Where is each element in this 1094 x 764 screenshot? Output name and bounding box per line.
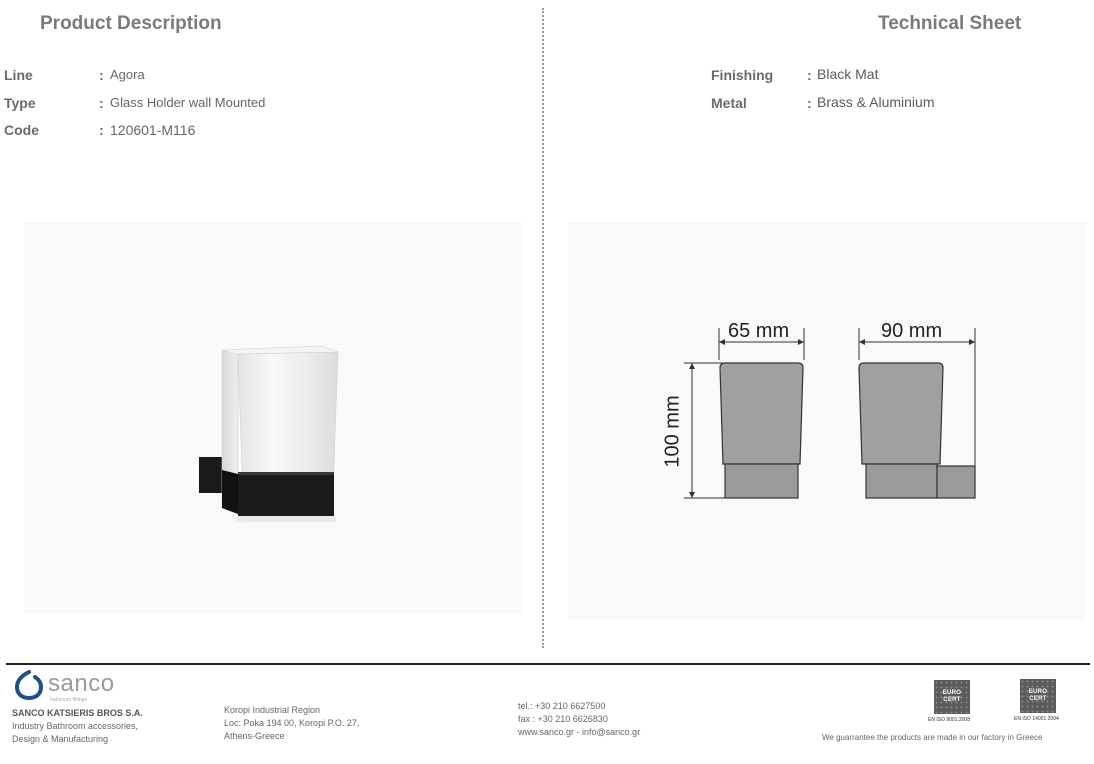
footer-rule xyxy=(6,663,1090,665)
code-label: Code xyxy=(4,122,39,138)
cert2-line2: CERT xyxy=(1029,696,1047,702)
metal-colon: : xyxy=(807,95,812,111)
dimension-width-side: 90 mm xyxy=(881,320,943,342)
metal-value: Brass & Aluminium xyxy=(817,94,935,110)
sanco-logo-icon xyxy=(12,668,46,702)
product-photo-panel xyxy=(24,222,522,614)
metal-label: Metal xyxy=(711,95,747,111)
front-view-glass xyxy=(720,363,803,464)
eurocert-iso14001-badge xyxy=(1020,679,1056,713)
cert1-line1: EURO xyxy=(942,690,962,696)
technical-drawing-panel xyxy=(568,222,1086,620)
side-view-glass xyxy=(859,363,943,464)
dimension-height: 100 mm xyxy=(661,395,684,468)
website-email: www.sanco.gr - info@sanco.gr xyxy=(518,727,641,737)
address-line-3: Athens-Greece xyxy=(224,731,285,741)
type-label: Type xyxy=(4,95,36,111)
finishing-label: Finishing xyxy=(711,67,774,83)
company-name: SANCO KATSIERIS BROS S.A. xyxy=(12,708,143,718)
cert1-caption: EN ISO 9001:2008 xyxy=(928,717,970,723)
address-line-1: Koropi Industrial Region xyxy=(224,705,321,715)
product-image xyxy=(24,222,522,614)
type-colon: : xyxy=(99,95,104,111)
technical-sheet-title: Technical Sheet xyxy=(878,13,1022,34)
guarantee-note: We guarrantee the products are made in our factory in Greece xyxy=(822,733,1043,742)
telephone: tel.: +30 210 6627500 xyxy=(518,701,606,711)
front-view-holder xyxy=(725,464,798,498)
sanco-logo-text: sanco xyxy=(48,670,115,697)
finishing-value: Black Mat xyxy=(817,66,879,82)
code-value: 120601-M116 xyxy=(110,122,196,138)
company-desc-1: Industry Bathroom accessories, xyxy=(12,721,139,731)
cert2-line1: EURO xyxy=(1028,689,1048,695)
cert1-line2: CERT xyxy=(943,697,961,703)
side-view-wall-plate xyxy=(937,466,975,498)
line-label: Line xyxy=(4,67,33,83)
finishing-colon: : xyxy=(807,67,812,83)
address-line-2: Loc: Poka 194 00, Koropi P.O. 27, xyxy=(224,718,360,728)
holder-bracket-side xyxy=(222,470,238,514)
technical-drawing xyxy=(568,222,1086,620)
fax: fax : +30 210 6626830 xyxy=(518,714,608,724)
side-view-holder xyxy=(866,464,937,498)
cert2-caption: EN ISO 14001:2004 xyxy=(1014,716,1059,722)
company-desc-2: Design & Manufacturing xyxy=(12,734,109,744)
column-divider xyxy=(542,8,544,648)
code-colon: : xyxy=(99,122,104,138)
type-value: Glass Holder wall Mounted xyxy=(110,95,266,110)
line-value: Agora xyxy=(110,67,145,82)
line-colon: : xyxy=(99,67,104,83)
eurocert-iso9001-badge xyxy=(934,680,970,714)
product-description-title: Product Description xyxy=(40,13,222,34)
holder-bracket xyxy=(238,472,334,516)
sanco-logo-tagline: bathroom fittings xyxy=(50,697,87,703)
dimension-width-front: 65 mm xyxy=(728,320,790,342)
